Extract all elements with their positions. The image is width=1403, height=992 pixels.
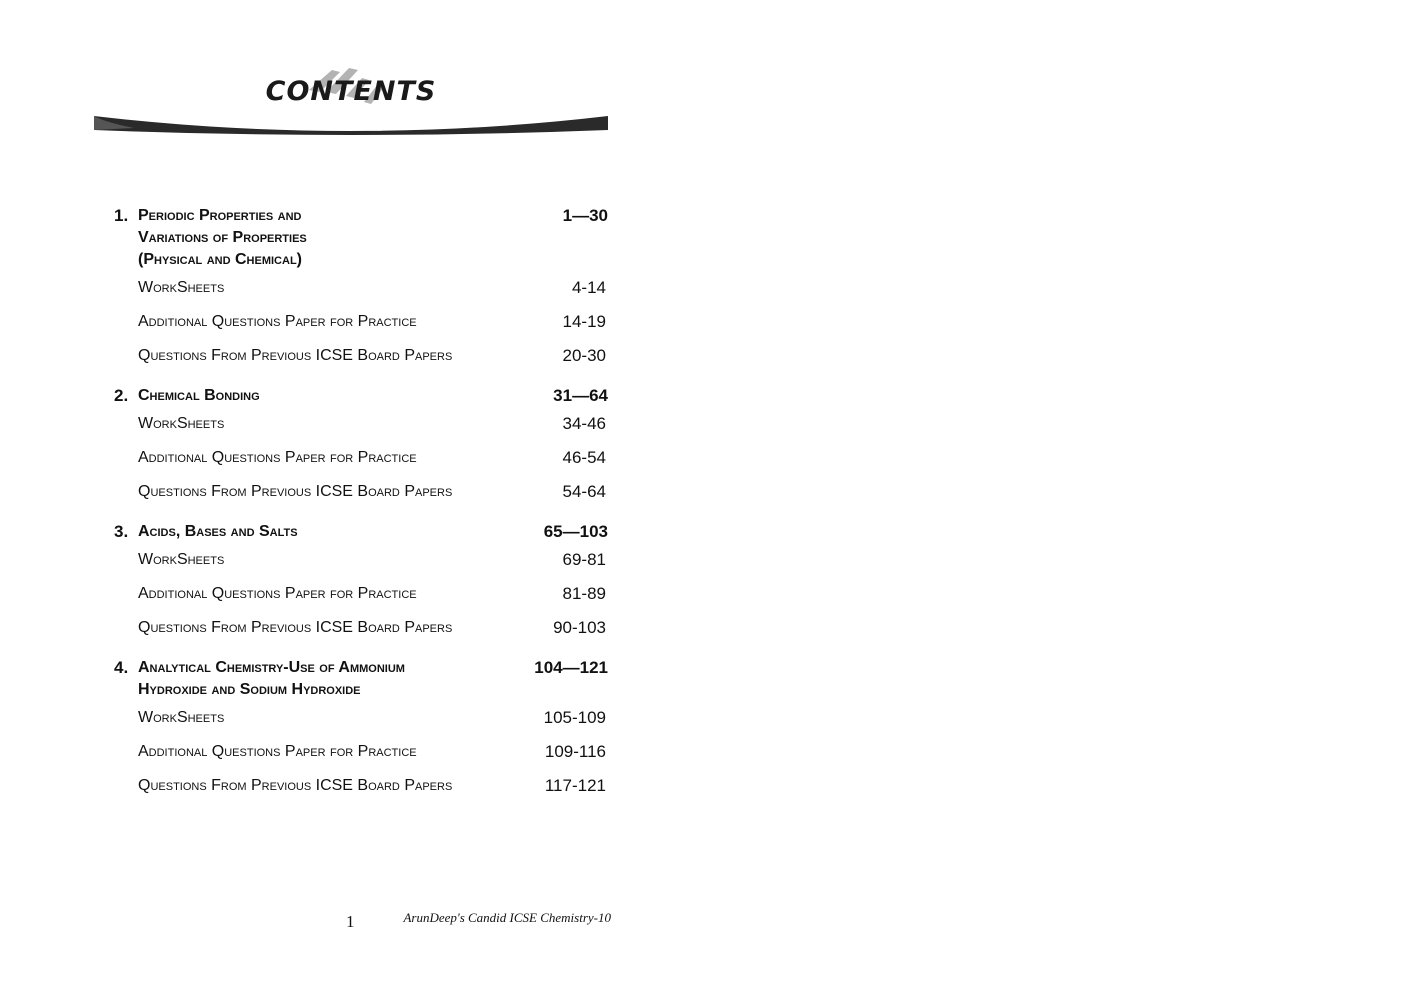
chapter-title-line: (Physical and Chemical): [138, 251, 302, 268]
book-title: ArunDeep's Candid ICSE Chemistry-10: [403, 910, 611, 925]
toc-entry-previous-board-papers[interactable]: [114, 475, 608, 509]
toc-entry-additional-questions[interactable]: [114, 577, 608, 611]
entry-label: Questions From Previous ICSE Board Papers: [138, 777, 453, 794]
chapter-title-line: Hydroxide and Sodium Hydroxide: [138, 681, 361, 698]
entry-pages: 81-89: [562, 584, 606, 603]
toc-entry-worksheets[interactable]: [114, 407, 608, 441]
toc-entry-previous-board-papers[interactable]: [114, 339, 608, 373]
entry-label: Questions From Previous ICSE Board Papers: [138, 619, 453, 636]
chapter-title: [138, 657, 508, 701]
toc-entry-additional-questions[interactable]: [114, 441, 608, 475]
page-footer: [346, 908, 611, 934]
toc-entry-worksheets[interactable]: [114, 271, 608, 305]
chapter-number: 4.: [114, 658, 129, 677]
toc-entry-previous-board-papers[interactable]: [114, 769, 608, 803]
entry-pages: 54-64: [562, 482, 606, 501]
chapter-pages: 65—103: [543, 522, 608, 541]
chapter-1: [114, 205, 608, 373]
entry-pages: 69-81: [562, 550, 606, 569]
chapter-3: [114, 521, 608, 645]
entry-label: Additional Questions Paper for Practice: [138, 743, 417, 760]
chapter-title-line: Analytical Chemistry-Use of Ammonium: [138, 659, 405, 676]
entry-label: Additional Questions Paper for Practice: [138, 585, 417, 602]
entry-label: Additional Questions Paper for Practice: [138, 313, 417, 330]
chapter-heading[interactable]: [114, 521, 608, 543]
entry-pages: 117-121: [544, 776, 606, 795]
entry-label: WorkSheets: [138, 279, 225, 296]
chapter-number: 1.: [114, 206, 129, 225]
chapter-title: [138, 385, 508, 407]
entry-pages: 20-30: [562, 346, 606, 365]
toc-entry-worksheets[interactable]: [114, 701, 608, 735]
entry-pages: 14-19: [562, 312, 606, 331]
contents-title: CONTENTS: [265, 76, 437, 107]
table-of-contents: [114, 205, 608, 803]
entry-pages: 105-109: [543, 708, 606, 727]
toc-entry-additional-questions[interactable]: [114, 735, 608, 769]
chapter-4: [114, 657, 608, 803]
entry-pages: 109-116: [544, 742, 606, 761]
chapter-title-line: Variations of Properties: [138, 229, 307, 246]
entry-label: WorkSheets: [138, 415, 225, 432]
toc-entry-additional-questions[interactable]: [114, 305, 608, 339]
chapter-title: [138, 521, 508, 543]
chapter-heading[interactable]: [114, 205, 608, 271]
entry-label: Additional Questions Paper for Practice: [138, 449, 417, 466]
toc-entry-worksheets[interactable]: [114, 543, 608, 577]
chapter-title-line: Chemical Bonding: [138, 387, 260, 404]
entry-pages: 90-103: [553, 618, 606, 637]
entry-label: WorkSheets: [138, 709, 225, 726]
chapter-pages: 1—30: [562, 206, 608, 225]
page-number: 1: [346, 912, 355, 931]
chapter-title-line: Acids, Bases and Salts: [138, 523, 298, 540]
chapter-number: 2.: [114, 386, 129, 405]
chapter-number: 3.: [114, 522, 129, 541]
entry-pages: 34-46: [562, 414, 606, 433]
entry-pages: 4-14: [571, 278, 606, 297]
chapter-heading[interactable]: [114, 385, 608, 407]
toc-entry-previous-board-papers[interactable]: [114, 611, 608, 645]
chapter-heading[interactable]: [114, 657, 608, 701]
chapter-title: [138, 205, 508, 271]
chapter-pages: 104—121: [534, 658, 608, 677]
entry-label: Questions From Previous ICSE Board Papers: [138, 347, 453, 364]
entry-pages: 46-54: [562, 448, 606, 467]
entry-label: Questions From Previous ICSE Board Papers: [138, 483, 453, 500]
chapter-2: [114, 385, 608, 509]
chapter-title-line: Periodic Properties and: [138, 207, 302, 224]
contents-header: [94, 62, 608, 144]
entry-label: WorkSheets: [138, 551, 225, 568]
chapter-pages: 31—64: [553, 386, 608, 405]
